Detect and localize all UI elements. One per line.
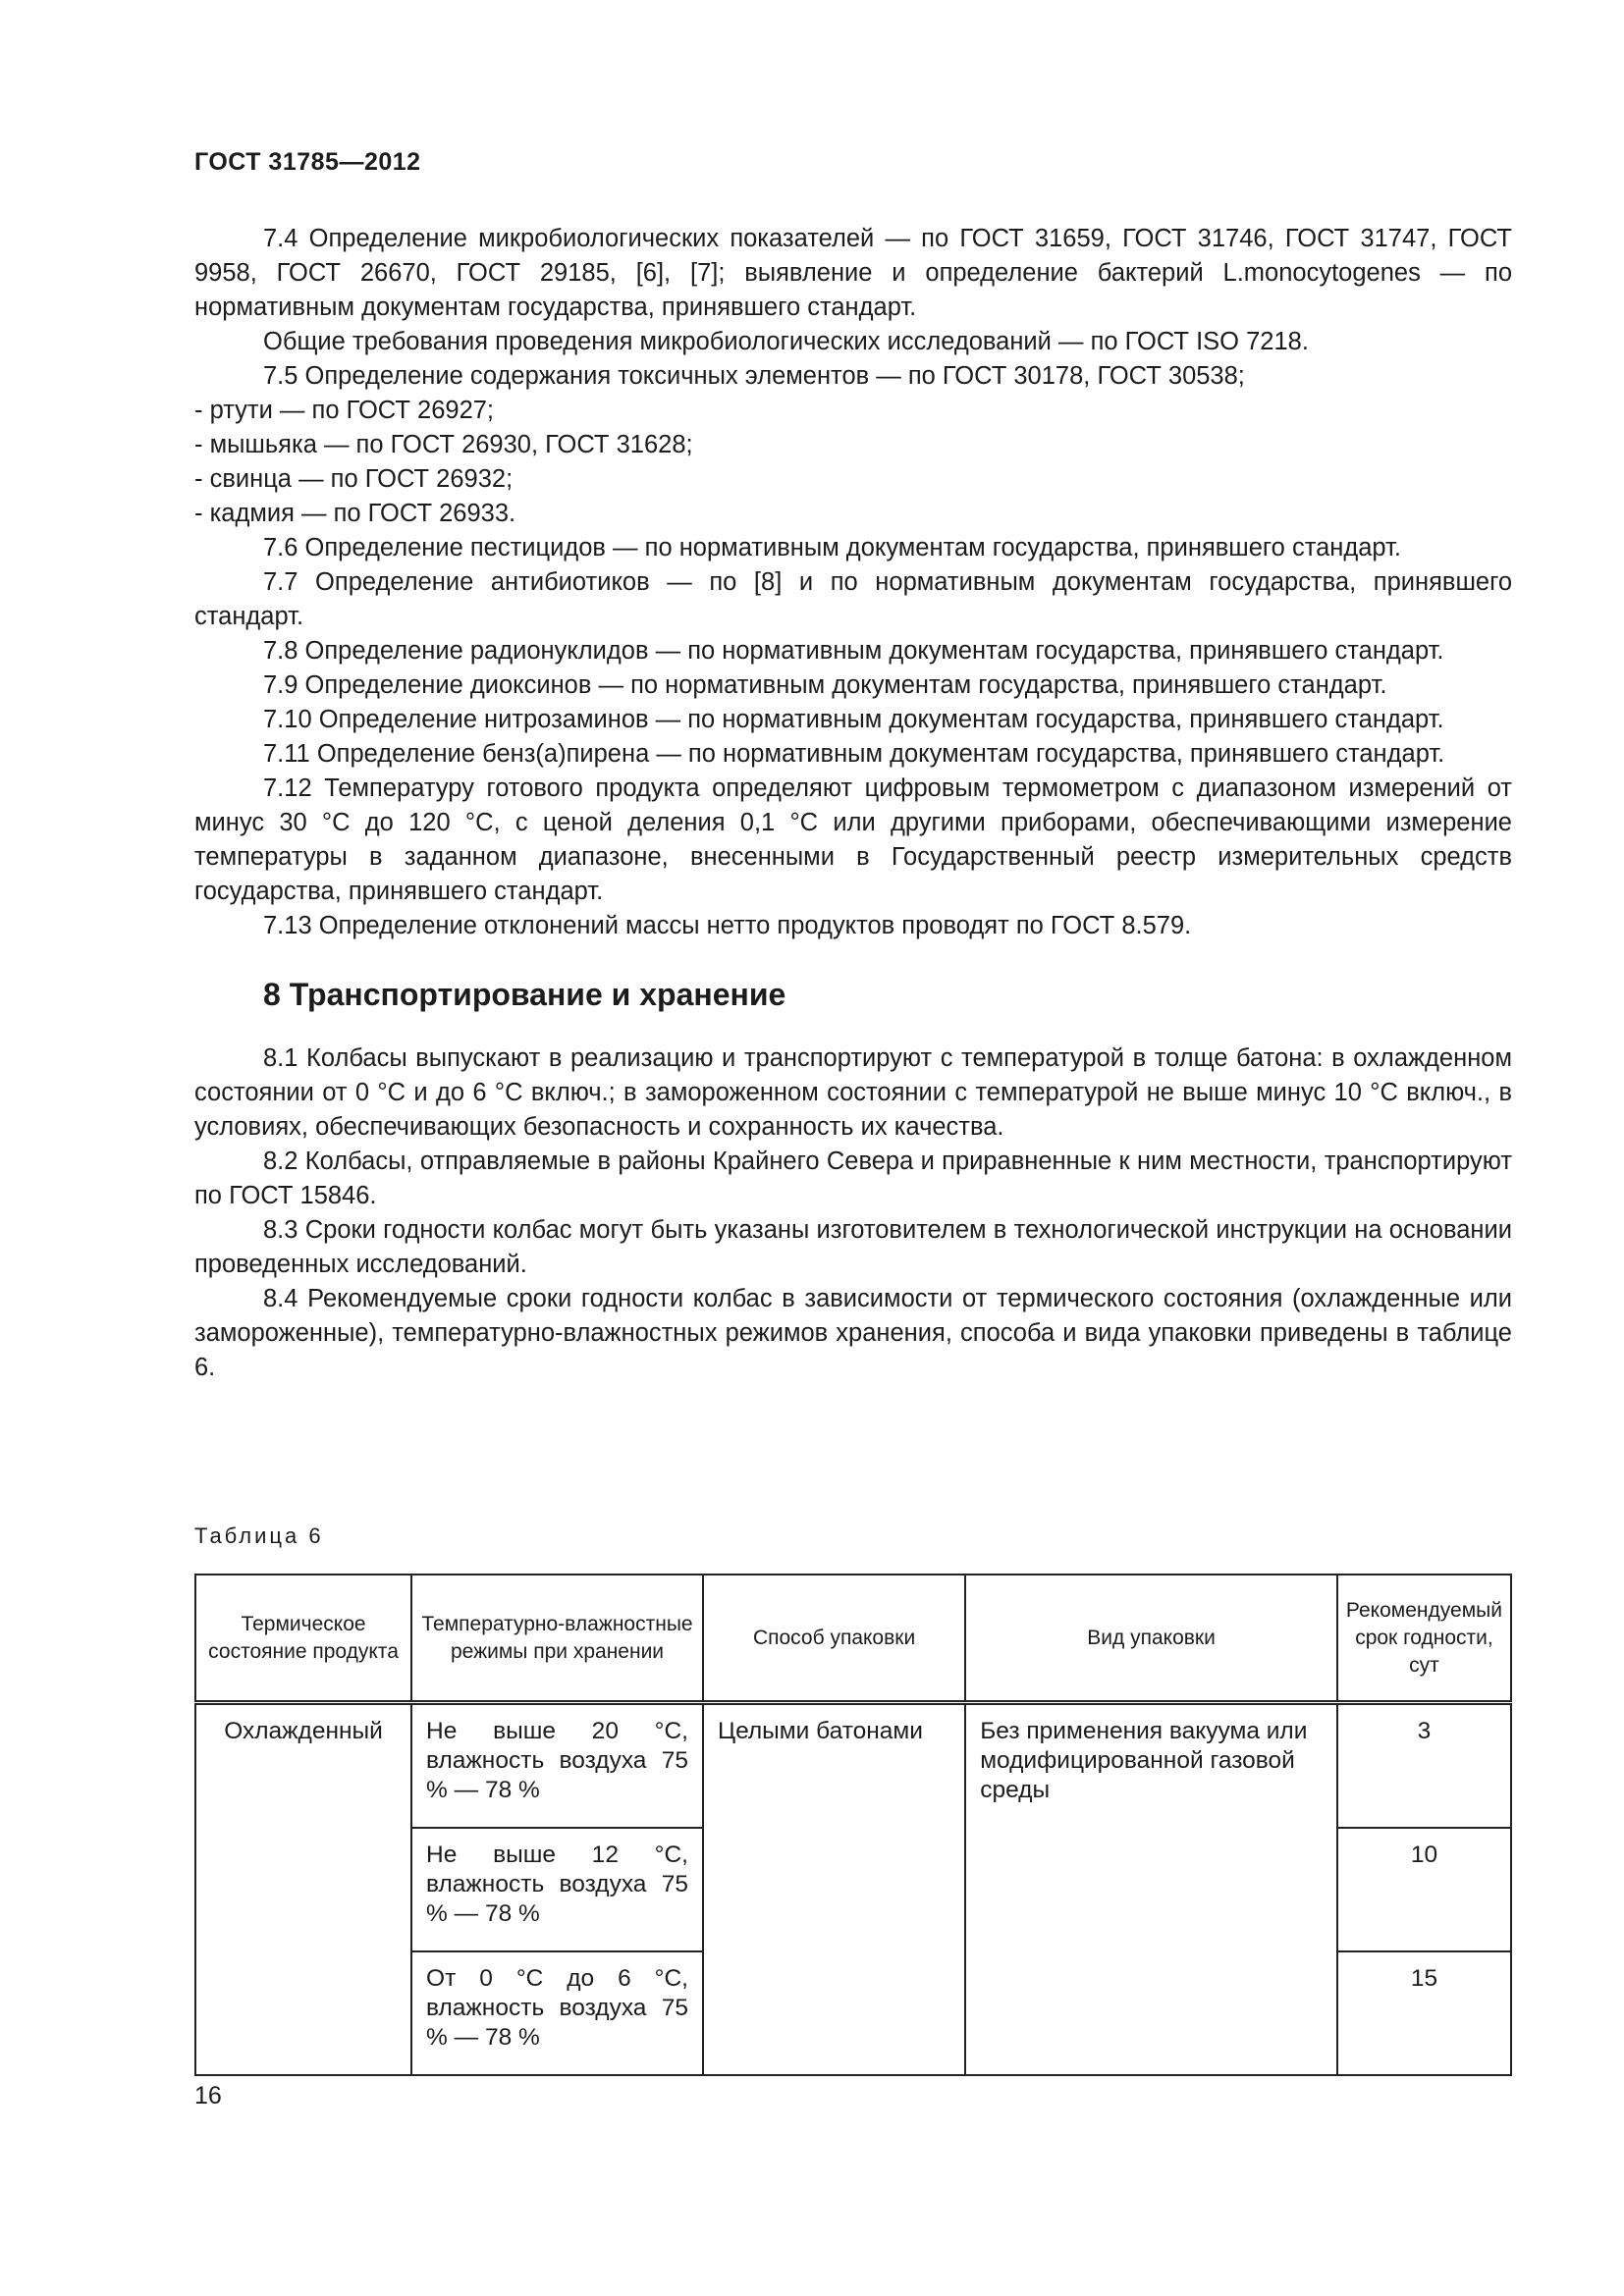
paragraph-7-4-general: Общие требования проведения микробиологических исследований — по ГОСТ ISO 7218.	[263, 328, 1309, 355]
cell-packing-method: Целыми батонами	[703, 1703, 965, 2076]
table-caption: Таблица 6	[194, 1523, 324, 1548]
cell-storage-regime: От 0 °С до 6 °С, влажность воздуха 75 % — 78 %	[411, 1951, 703, 2075]
cell-shelf-life: 15	[1337, 1951, 1511, 2075]
cell-shelf-life: 10	[1337, 1828, 1511, 1951]
list-item-lead: - свинца — по ГОСТ 26932;	[194, 465, 514, 493]
paragraph-7-12: 7.12 Температуру готового продукта определяют цифровым термометром с диапазоном измерений от минус 30 °С до 120 °С, с ценой деления 0,1 °С или другими приборами, обеспечивающими измерение температуры в заданном диапазоне, внесенными в Государственный реестр измерительных средств государства, принявшего стандарт.	[194, 774, 1512, 905]
paragraph-8-2: 8.2 Колбасы, отправляемые в районы Крайнего Севера и приравненные к ним местности, транспортируют по ГОСТ 15846.	[194, 1148, 1512, 1209]
cell-thermal-state: Охлажденный	[195, 1703, 411, 2076]
header-packing-method: Способ упаковки	[703, 1575, 965, 1703]
paragraph-7-13: 7.13 Определение отклонений массы нетто продуктов проводят по ГОСТ 8.579.	[263, 912, 1192, 939]
table-row	[195, 1703, 1511, 1829]
paragraph-7-10: 7.10 Определение нитрозаминов — по нормативным документам государства, принявшего стандарт.	[263, 706, 1444, 733]
list-item-arsenic: - мышьяка — по ГОСТ 26930, ГОСТ 31628;	[194, 431, 693, 458]
cell-storage-regime: Не выше 12 °С, влажность воздуха 75 % — 78 %	[411, 1828, 703, 1951]
paragraph-7-7: 7.7 Определение антибиотиков — по [8] и по нормативным документам государства, принявшего стандарт.	[194, 568, 1512, 630]
table-header-row	[195, 1575, 1511, 1703]
cell-shelf-life: 3	[1337, 1703, 1511, 1829]
paragraph-8-3: 8.3 Сроки годности колбас могут быть указаны изготовителем в технологической инструкции на основании проведенных исследований.	[194, 1216, 1512, 1278]
list-item-cadmium: - кадмия — по ГОСТ 26933.	[194, 500, 516, 527]
header-storage-regime: Температурно-влажностные режимы при хранении	[411, 1575, 703, 1703]
document-body	[194, 222, 1512, 1385]
list-item-mercury: - ртути — по ГОСТ 26927;	[194, 397, 495, 424]
paragraph-8-1: 8.1 Колбасы выпускают в реализацию и транспортируют с температурой в толще батона: в охлажденном состоянии от 0 °С и до 6 °С включ.; в замороженном состоянии с температурой не выше минус 10 °С включ., в условиях, обеспечивающих безопасность и сохранность их качества.	[194, 1044, 1512, 1141]
header-shelf-life: Рекомендуемый срок годности, сут	[1337, 1575, 1511, 1703]
page-number: 16	[194, 2082, 222, 2109]
paragraph-7-5: 7.5 Определение содержания токсичных элементов — по ГОСТ 30178, ГОСТ 30538;	[263, 362, 1245, 390]
header-packing-type: Вид упаковки	[965, 1575, 1337, 1703]
paragraph-8-4: 8.4 Рекомендуемые сроки годности колбас в зависимости от термического состояния (охлажденные или замороженные), температурно-влажностных режимов хранения, способа и вида упаковки приведены в таблице 6.	[194, 1285, 1512, 1381]
cell-packing-type: Без применения вакуума или модифицированной газовой среды	[965, 1703, 1337, 2076]
header-thermal-state: Термическое состояние продукта	[195, 1575, 411, 1703]
section-8-heading: 8 Транспортирование и хранение	[263, 977, 786, 1012]
cell-storage-regime: Не выше 20 °С, влажность воздуха 75 % — 78 %	[411, 1703, 703, 1829]
shelf-life-table	[194, 1574, 1512, 2076]
paragraph-7-4: 7.4 Определение микробиологических показателей — по ГОСТ 31659, ГОСТ 31746, ГОСТ 31747, ГОСТ 9958, ГОСТ 26670, ГОСТ 29185, [6], [7]; выявление и определение бактерий L.monocytogenes — по нормативным документам государства, принявшего стандарт.	[194, 225, 1512, 321]
document-code: ГОСТ 31785—2012	[194, 148, 421, 176]
paragraph-7-11: 7.11 Определение бенз(а)пирена — по нормативным документам государства, принявшего стандарт.	[263, 740, 1445, 768]
paragraph-7-8: 7.8 Определение радионуклидов — по нормативным документам государства, принявшего стандарт.	[263, 637, 1444, 665]
paragraph-7-6: 7.6 Определение пестицидов — по нормативным документам государства, принявшего стандарт.	[263, 534, 1401, 561]
paragraph-7-9: 7.9 Определение диоксинов — по нормативным документам государства, принявшего стандарт.	[263, 671, 1387, 699]
